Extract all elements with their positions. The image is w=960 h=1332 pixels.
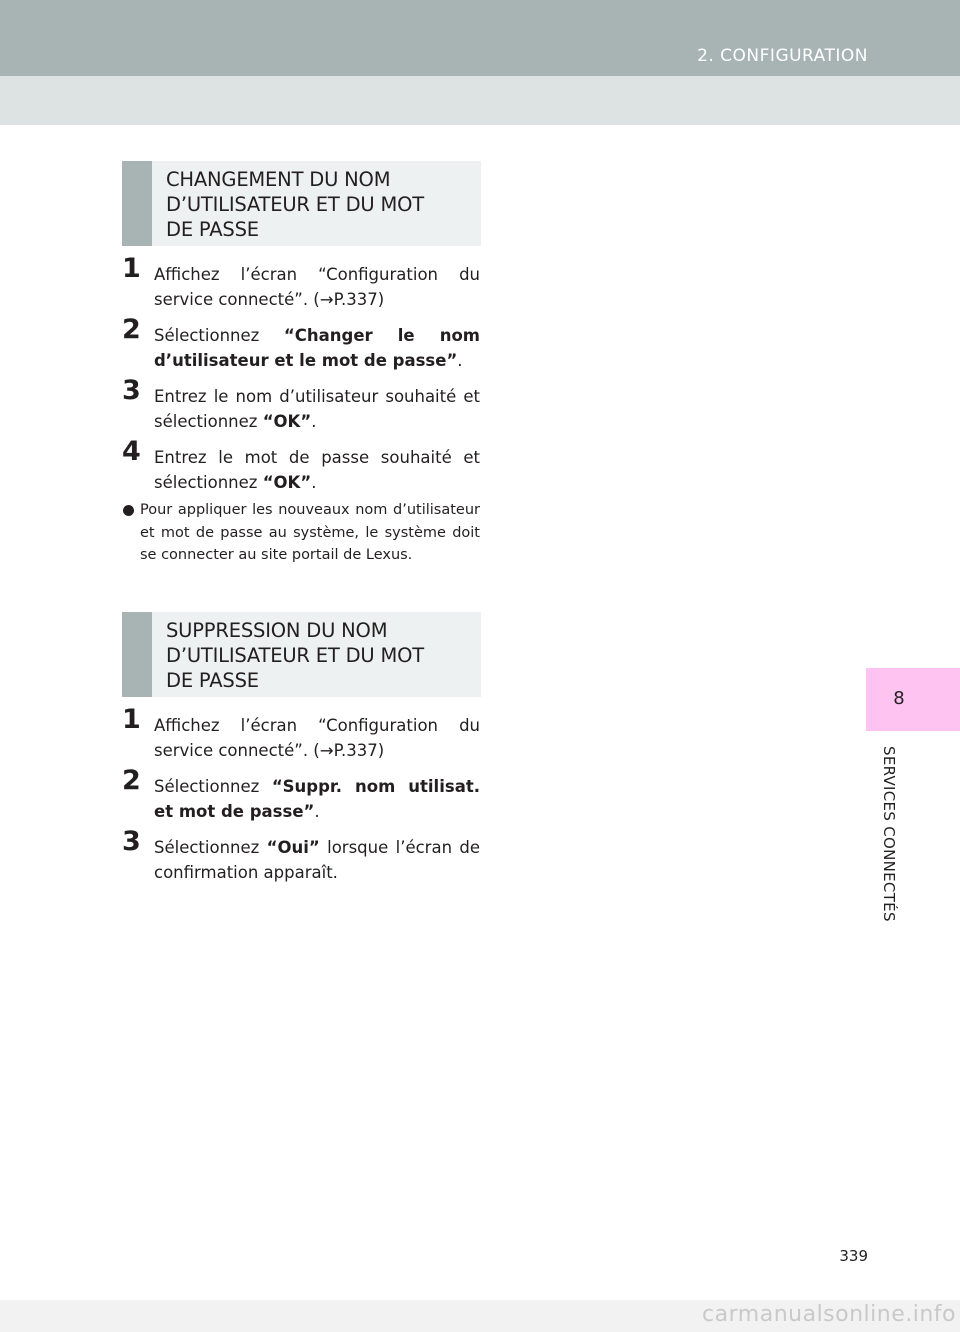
step-item (122, 704, 480, 763)
chapter-title: 2. CONFIGURATION (697, 46, 868, 66)
arrow-icon: → (319, 290, 334, 309)
step-number: 1 (122, 253, 141, 284)
section-heading-title: SUPPRESSION DU NOM D’UTILISATEUR ET DU MOT DE PASSE (166, 619, 424, 692)
step-number: 3 (122, 826, 141, 857)
arrow-icon: → (319, 741, 334, 760)
section-heading-bar (122, 612, 152, 697)
step-text: Sélectionnez “Suppr. nom utilisat. et mot de passe”. (154, 777, 480, 821)
step-item (122, 253, 480, 312)
step-text: Affichez l’écran “Configuration du service connecté”. (→P.337) (154, 265, 480, 309)
step-text: Entrez le mot de passe souhaité et sélectionnez “OK”. (154, 448, 480, 492)
step-number: 2 (122, 765, 141, 796)
step-number: 1 (122, 704, 141, 735)
section-heading-title: CHANGEMENT DU NOM D’UTILISATEUR ET DU MOT DE PASSE (166, 168, 424, 241)
header-sub-band (0, 76, 960, 125)
step-number: 3 (122, 375, 141, 406)
step-item (122, 765, 480, 824)
step-item (122, 826, 480, 885)
step-text: Sélectionnez “Oui” lorsque l’écran de confirmation apparaît. (154, 838, 480, 882)
section-heading-delete (122, 612, 481, 697)
chapter-number: 8 (893, 688, 905, 709)
note-text: Pour appliquer les nouveaux nom d’utilisateur et mot de passe au système, le système doit se connecter au site portail de Lexus. (140, 502, 480, 563)
step-number: 4 (122, 436, 141, 467)
bullet-icon (123, 505, 134, 516)
step-text: Sélectionnez “Changer le nom d’utilisateur et le mot de passe”. (154, 326, 480, 370)
section-heading-bar (122, 161, 152, 246)
step-text: Affichez l’écran “Configuration du service connecté”. (→P.337) (154, 716, 480, 760)
step-item (122, 436, 480, 495)
chapter-side-label: SERVICES CONNECTÉS (880, 746, 898, 922)
note-item (122, 499, 480, 567)
step-item (122, 375, 480, 434)
section-heading-change (122, 161, 481, 246)
page-number: 339 (839, 1247, 868, 1265)
step-text: Entrez le nom d’utilisateur souhaité et sélectionnez “OK”. (154, 387, 480, 431)
step-item (122, 314, 480, 373)
chapter-tab (866, 668, 960, 731)
step-number: 2 (122, 314, 141, 345)
watermark-text: carmanualsonline.info (702, 1302, 956, 1327)
